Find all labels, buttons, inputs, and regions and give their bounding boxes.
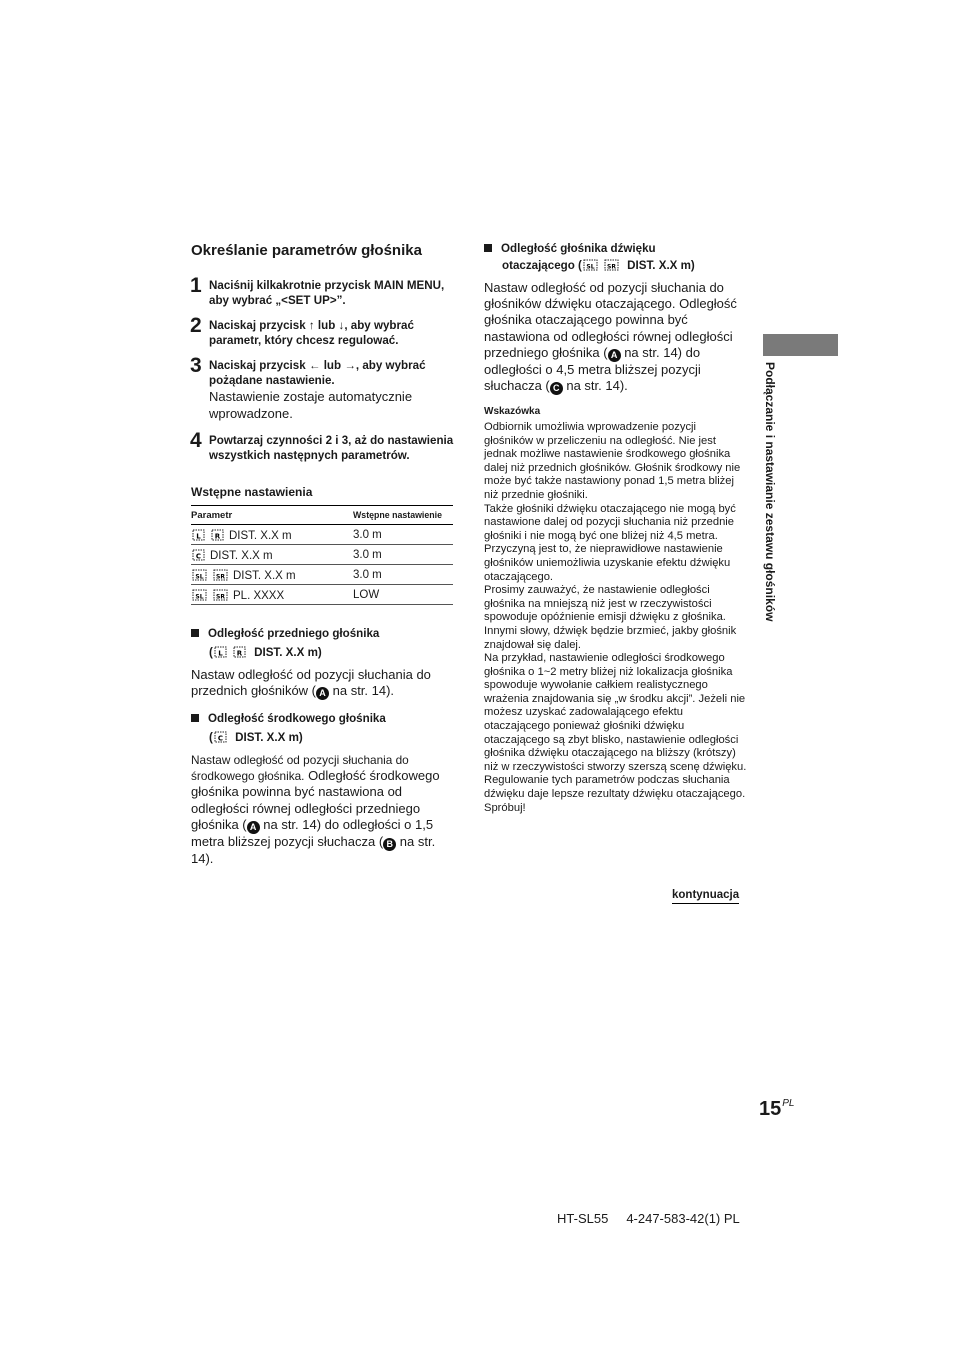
speaker-lr-icon <box>213 646 251 659</box>
svg-text:SR: SR <box>216 573 225 580</box>
ref-a-icon: A <box>247 821 260 834</box>
speaker-sr-icon <box>603 258 620 272</box>
center-speaker-body: Nastaw odległość od pozycji słuchania do środkowego głośnika. Odległość środkowego głośnika powinna być nastawiona od odległości równej odległości przedniego głośnika ( A na str. 14) do odległości o 1,5 metra bliższej pozycji słuchacza ( B na str. 14). <box>191 753 440 866</box>
param-cell <box>191 585 353 605</box>
param-cell <box>191 525 353 545</box>
step-text: Naciskaj przycisk ← lub →, aby wybrać pożądane nastawienie. <box>209 359 426 387</box>
step-number: 3 <box>190 354 202 377</box>
table-title: Wstępne nastawienia <box>191 485 313 499</box>
param-name: DIST. X.X m <box>210 549 273 562</box>
bullet-square <box>191 714 199 722</box>
bullet-square <box>484 244 492 252</box>
hint-paragraph: Odbiornik umożliwia wprowadzenie pozycji głośników w przeliczeniu na odległość. Nie jest jednak możliwe nastawienie środkowego głośnika dalej niż przednich głośników. Głośnik środkowy nie może być także nastawiony ponad 1,5 metra bliżej niż przednie głośniki. <box>484 421 741 501</box>
bullet-square <box>191 629 199 637</box>
table-row <box>191 585 453 605</box>
footer <box>557 1211 740 1226</box>
speaker-r-icon <box>232 645 247 659</box>
speaker-surround-icon <box>582 259 624 272</box>
continued-label: kontynuacja <box>672 889 739 904</box>
step-number: 4 <box>190 429 202 452</box>
param-name: PL. XXXX <box>233 589 285 602</box>
speaker-sl-icon <box>191 588 208 602</box>
speaker-sr-icon <box>212 568 229 582</box>
svg-text:L: L <box>218 649 223 658</box>
speaker-c-icon <box>191 548 206 562</box>
settings-table <box>191 505 453 605</box>
speaker-l-icon <box>213 645 228 659</box>
svg-text:L: L <box>196 532 201 540</box>
default-value-cell: LOW <box>353 588 380 601</box>
ref-b-icon: B <box>383 838 396 851</box>
hints-block <box>484 421 748 815</box>
speaker-sl-icon <box>191 568 208 582</box>
table-header-row <box>191 506 453 525</box>
svg-text:C: C <box>217 734 223 743</box>
hint-paragraph: Regulowanie tych parametrów podczas słuchania dźwięku daje lepsze rezultaty dźwięku otaczającego. Spróbuj! <box>484 774 746 814</box>
hint-paragraph: Przyczyną jest to, że nieprawidłowe nastawienie głośników uniemożliwia uzyskanie efektu dźwięku otaczającego. <box>484 543 731 583</box>
footer-model: HT-SL55 <box>557 1211 609 1226</box>
col-header-default: Wstępne nastawienie <box>353 510 442 520</box>
col-header-param: Parametr <box>191 509 233 521</box>
front-speaker-heading-2: ( L R DIST. X.X m) <box>209 646 322 659</box>
step-number: 1 <box>190 274 202 297</box>
svg-text:SR: SR <box>216 593 225 600</box>
table-row <box>191 525 453 545</box>
speaker-sl-icon <box>582 258 599 272</box>
section-tab-bar <box>763 334 838 356</box>
speaker-sr-icon <box>212 588 229 602</box>
footer-code: 4-247-583-42(1) PL <box>626 1211 740 1226</box>
param-cell <box>191 565 353 585</box>
default-value-cell: 3.0 m <box>353 528 382 541</box>
step-note: Nastawienie zostaje automatycznie wprowadzone. <box>209 389 413 421</box>
surround-speaker-body: Nastaw odległość od pozycji słuchania do głośników dźwięku otaczającego. Odległość głośnika otaczającego powinna być nastawiona od odległości równej odległości przedniego głośnika ( A na str. 14) do odległości o 4,5 metra bliższej pozycji słuchacza ( C na str. 14). <box>484 280 737 394</box>
hint-paragraph: Także głośniki dźwięku otaczającego nie mogą być nastawione dalej od pozycji słuchania niż przednie głośniki i nie mogą być one bliżej niż 4,5 metra. <box>484 502 736 542</box>
svg-text:SL: SL <box>195 573 204 580</box>
speaker-c-icon <box>213 730 228 744</box>
surround-speaker-heading: Odległość głośnika dźwięku <box>484 240 754 258</box>
svg-text:R: R <box>236 649 243 658</box>
front-speaker-body: Nastaw odległość od pozycji słuchania do przednich głośników ( A na str. 14). <box>191 667 431 699</box>
hint-paragraph: Na przykład, nastawienie odległości środkowego głośnika o 1~2 metry bliżej niż lokalizacja głośnika spowoduje wywołanie całkiem realistycznego wrażenia znajdowania się „w środku akcji”. Jeżeli nie możesz uzyskać zadowalającego efektu otaczającego ponieważ głośniki dźwięku otaczającego są zbyt blisko, nastawienie odległości głośnika dźwięku otaczającego na bliższy (krótszy) niż w rzeczywistości stworzy szerszą scenę dźwięku. <box>484 652 747 773</box>
center-speaker-heading: Odległość środkowego głośnika <box>191 710 461 728</box>
default-value-cell: 3.0 m <box>353 548 382 561</box>
svg-text:SL: SL <box>586 263 595 271</box>
param-name: DIST. X.X m <box>233 569 296 582</box>
hint-title: Wskazówka <box>484 406 541 417</box>
default-value-cell: 3.0 m <box>353 568 382 581</box>
hint-paragraph: Prosimy zauważyć, że nastawienie odległości głośnika na mniejszą niż jest w rzeczywistości spowoduje opóźnienie emisji dźwięku z głośnika. Innymi słowy, dźwięk będzie brzmieć, jakby głośnik znajdował się dalej. <box>484 584 737 651</box>
ref-a-icon: A <box>608 349 621 362</box>
param-cell <box>191 545 353 565</box>
table-row <box>191 545 453 565</box>
step-text: Naciskaj przycisk ↑ lub ↓, aby wybrać parametr, który chcesz regulować. <box>209 319 414 347</box>
speaker-l-icon <box>191 528 206 542</box>
step-text: Powtarzaj czynności 2 i 3, aż do nastawienia wszystkich następnych parametrów. <box>209 434 454 462</box>
center-speaker-heading-2: ( C DIST. X.X m) <box>209 731 303 744</box>
param-name: DIST. X.X m <box>229 529 292 542</box>
step-text: Naciśnij kilkakrotnie przycisk MAIN MENU, aby wybrać „<SET UP>”. <box>209 279 445 307</box>
section-title: Określanie parametrów głośnika <box>191 242 422 259</box>
ref-c-icon: C <box>550 382 563 395</box>
speaker-c-icon <box>213 731 232 744</box>
surround-speaker-heading-2: otaczającego ( SL SR DIST. X.X m) <box>502 259 695 272</box>
ref-a-icon: A <box>316 687 329 700</box>
svg-text:C: C <box>195 552 202 560</box>
step-number: 2 <box>190 314 202 337</box>
table-row <box>191 565 453 585</box>
svg-text:R: R <box>214 532 221 540</box>
page-number: $15^{PL}$ <box>759 1098 795 1120</box>
front-speaker-heading: Odległość przedniego głośnika <box>191 625 461 643</box>
svg-text:SR: SR <box>606 263 616 271</box>
speaker-r-icon <box>210 528 225 542</box>
side-tab-label: Podłączanie i nastawianie zestawu głośników <box>763 362 777 622</box>
svg-text:SL: SL <box>195 593 204 600</box>
